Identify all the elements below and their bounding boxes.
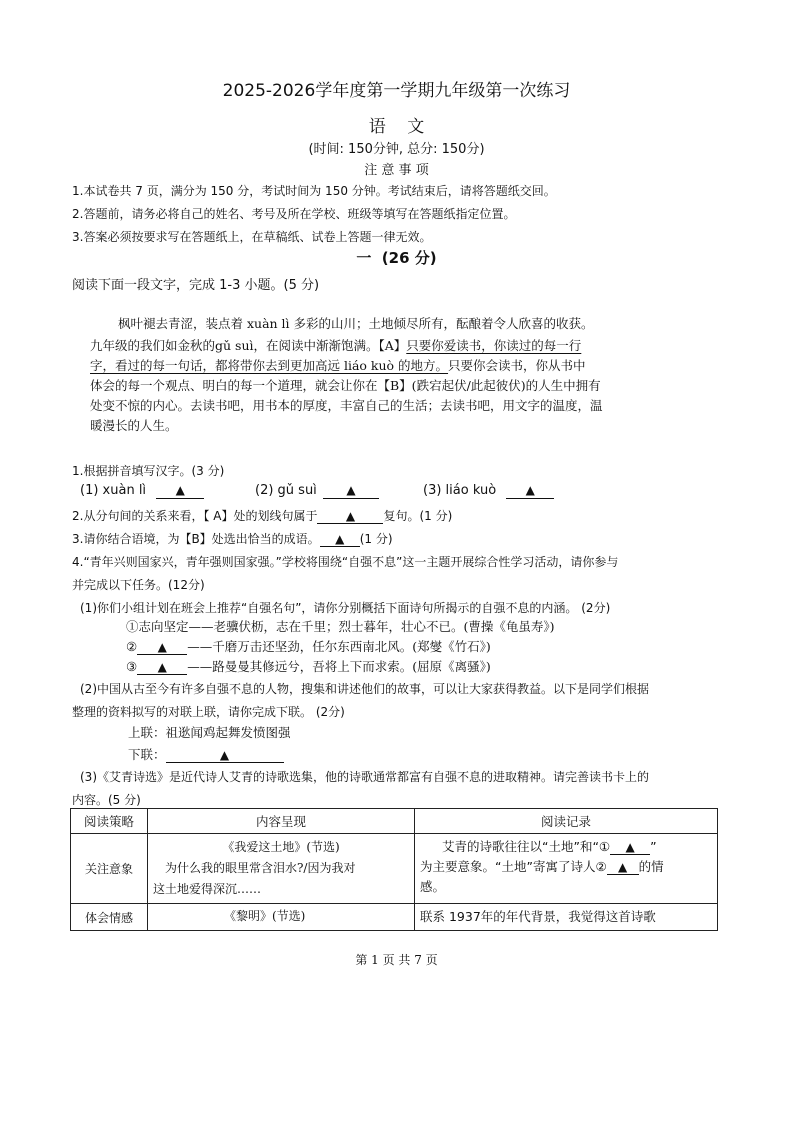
section-instruction: 阅读下面一段文字，完成 1-3 小题。(5 分) <box>72 278 320 293</box>
notice-item: 3.答案必须按要求写在答题纸上，在草稿纸、试卷上答题一律无效。 <box>72 230 432 244</box>
couplet-upper: 上联：祖逖闻鸡起舞发愤图强 <box>128 725 291 740</box>
question-2 <box>72 507 452 524</box>
answer-blank[interactable] <box>166 748 284 763</box>
answer-blank[interactable] <box>506 483 554 499</box>
task-3-cont: 内容。(5 分) <box>72 793 141 807</box>
answer-blank[interactable] <box>610 840 650 855</box>
triangle-icon: ▲ <box>175 483 185 497</box>
quote-line: ①志向坚定——老骥伏枥，志在千里；烈士暮年，壮心不已。(曹操《龟虽寿》) <box>126 619 555 634</box>
task-3: (3)《艾青诗选》是近代诗人艾青的诗歌选集，他的诗歌通常都富有自强不息的进取精神。请完善读书卡上的 <box>80 770 650 784</box>
triangle-icon: ▲ <box>618 860 628 874</box>
answer-blank[interactable] <box>317 509 383 524</box>
notice-title: 注 意 事 项 <box>364 163 429 178</box>
couplet-label: 下联： <box>128 747 166 762</box>
quote-text: ——千磨万击还坚劲，任尔东西南北风。(郑燮《竹石》) <box>187 639 491 654</box>
task-1: (1)你们小组计划在班会上推荐“自强名句”，请你分别概括下面诗句所揭示的自强不息的内涵。 (2分) <box>80 601 611 615</box>
question-4-cont: 并完成以下任务。(12分) <box>72 578 205 592</box>
q1-item-a <box>80 483 204 499</box>
poem-title: 《我爱这土地》(节选) <box>222 840 340 854</box>
table-cell: 体会情感 <box>71 904 148 931</box>
table-header: 阅读记录 <box>415 809 718 834</box>
passage-line: 暖漫长的人生。 <box>90 418 178 433</box>
quote-text: ——路曼曼其修远兮，吾将上下而求索。(屈原《离骚》) <box>187 659 491 674</box>
task-2: (2)中国从古至今有许多自强不息的人物，搜集和讲述他们的故事，可以让大家获得教益。以下是同学们根据 <box>80 682 650 696</box>
table-cell <box>148 834 415 904</box>
question-text: 3.请你结合语境，为【B】处选出恰当的成语。 <box>72 532 320 546</box>
exam-title: 2025-2026学年度第一学期九年级第一次练习 <box>222 81 571 101</box>
time-info: (时间: 150分钟, 总分: 150分) <box>308 142 485 157</box>
table-header: 阅读策略 <box>71 809 148 834</box>
q1-item-b <box>255 483 379 499</box>
circled-number: ③ <box>126 659 138 674</box>
question-text: 2.从分句间的关系来看，【 A】处的划线句属于 <box>72 509 318 523</box>
answer-blank[interactable] <box>607 860 639 875</box>
quote-line <box>126 637 491 655</box>
triangle-icon: ▲ <box>157 640 167 654</box>
couplet-lower <box>128 745 284 763</box>
passage-line <box>90 336 581 354</box>
q1-item-c <box>423 483 554 499</box>
triangle-icon: ▲ <box>625 840 635 854</box>
note-text: 的情 <box>638 859 664 874</box>
question-text: (1 分) <box>359 532 393 546</box>
answer-blank[interactable] <box>323 483 379 499</box>
table-header: 内容呈现 <box>148 809 415 834</box>
quote-line <box>126 657 491 675</box>
notice-item: 2.答题前，请务必将自己的姓名、考号及所在学校、班级等填写在答题纸指定位置。 <box>72 207 516 221</box>
poem-excerpt: 为什么我的眼里常含泪水?/因为我对 <box>165 861 356 875</box>
pinyin: (3) liáo kuò <box>423 483 497 498</box>
question-4: 4.“青年兴则国家兴，青年强则国家强。”学校将围绕“自强不息”这一主题开展综合性学习活动，请你参与 <box>72 555 619 569</box>
passage-line <box>90 356 586 374</box>
subject-title: 语 文 <box>368 117 425 137</box>
passage-text: 只要你会读书，你从书中 <box>448 358 586 373</box>
note-text: 艾青的诗歌往往以“土地”和“① <box>442 839 611 854</box>
passage-line: 枫叶褪去青涩，装点着 xuàn lì 多彩的山川；土地倾尽所有，酝酿着令人欣喜的收获。 <box>118 316 594 331</box>
task-2-cont: 整理的资料拟写的对联上联，请你完成下联。 (2分) <box>72 705 345 719</box>
underlined-sentence: 只要你爱读书，你读过的每一行 <box>406 338 582 353</box>
table-cell: 《黎明》(节选) <box>148 904 415 931</box>
triangle-icon: ▲ <box>345 509 356 523</box>
note-line <box>420 857 712 877</box>
table-header-row <box>71 809 718 834</box>
table-cell <box>415 834 718 904</box>
note-text: ” <box>650 839 657 854</box>
triangle-icon: ▲ <box>346 483 356 497</box>
table-cell: 关注意象 <box>71 834 148 904</box>
answer-blank[interactable] <box>320 532 360 547</box>
question-1: 1.根据拼音填写汉字。(3 分) <box>72 464 225 478</box>
passage-text: 九年级的我们如金秋的gǔ suì，在阅读中渐渐饱满。【A】 <box>90 338 407 353</box>
table-row <box>71 904 718 931</box>
table-row <box>71 834 718 904</box>
answer-blank[interactable] <box>137 660 187 675</box>
question-text: 复句。(1 分) <box>383 509 453 523</box>
note-text: 感。 <box>420 879 446 894</box>
note-line <box>420 837 712 857</box>
passage-line: 体会的每一个观点、明白的每一个道理，就会让你在【B】(跌宕起伏/此起彼伏)的人生中拥有 <box>90 378 601 393</box>
triangle-icon: ▲ <box>335 532 345 546</box>
triangle-icon: ▲ <box>157 660 167 674</box>
passage-line: 处变不惊的内心。去读书吧，用书本的厚度，丰富自己的生活；去读书吧，用文字的温度，温 <box>90 398 603 413</box>
answer-blank[interactable] <box>137 640 187 655</box>
notice-item: 1.本试卷共 7 页，满分为 150 分，考试时间为 150 分钟。考试结束后，请将答题纸交回。 <box>72 184 556 198</box>
triangle-icon: ▲ <box>525 483 535 497</box>
pinyin: (1) xuàn lì <box>80 483 147 498</box>
note-text: 为主要意象。“土地”寄寓了诗人② <box>420 859 607 874</box>
page-footer: 第 1 页 共 7 页 <box>355 953 438 967</box>
circled-number: ② <box>126 639 138 654</box>
table-cell: 联系 1937年的年代背景，我觉得这首诗歌 <box>415 904 718 931</box>
answer-blank[interactable] <box>156 483 204 499</box>
pinyin: (2) gǔ suì <box>255 483 317 498</box>
triangle-icon: ▲ <box>219 748 230 762</box>
section-heading: 一 (26 分) <box>356 249 437 267</box>
poem-excerpt: 这土地爱得深沉…… <box>153 882 262 896</box>
underlined-sentence: 字，看过的每一句话，都将带你去到更加高远 liáo kuò 的地方。 <box>90 358 449 373</box>
reading-card-table <box>70 808 718 931</box>
question-3 <box>72 530 393 547</box>
